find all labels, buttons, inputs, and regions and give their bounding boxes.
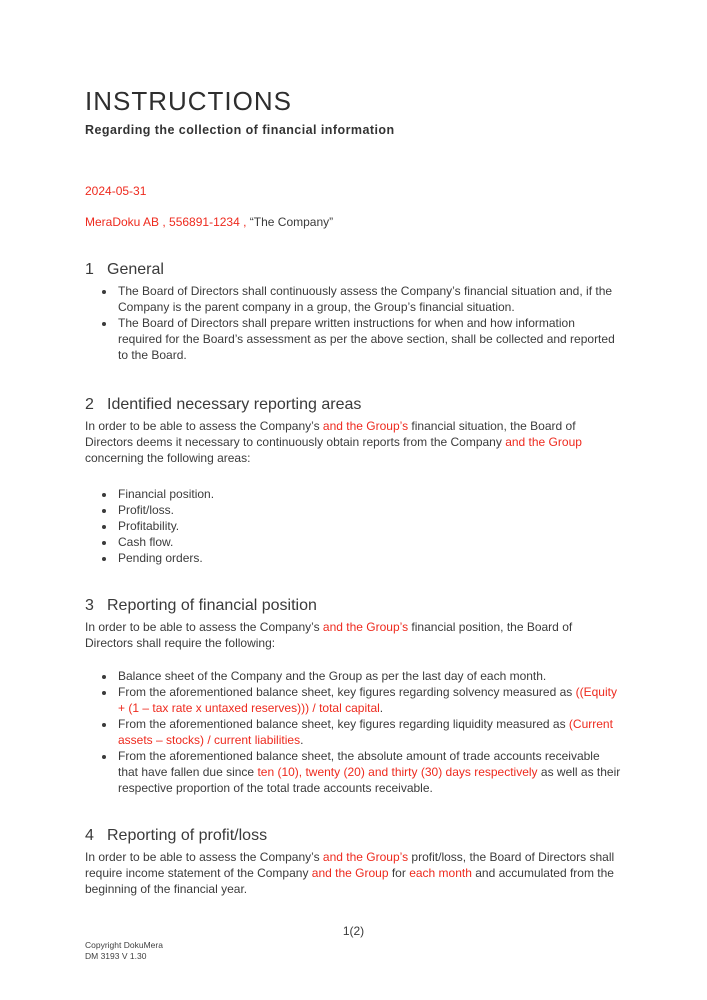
section-heading-text: Reporting of financial position <box>107 597 317 614</box>
list-item <box>116 716 622 748</box>
text-segment: . <box>300 733 304 747</box>
text-segment: Cash flow. <box>118 535 174 549</box>
red-text-segment: MeraDoku AB , 556891-1234 , <box>85 215 250 229</box>
list-item <box>116 502 622 518</box>
text-segment: The Board of Directors shall continuously assess the Company’s financial situation and, if the Company is the parent company in a group, the Group’s financial situation. <box>118 284 613 314</box>
section-number: 2 <box>85 396 94 413</box>
red-text-segment: and the Group’s <box>322 419 409 433</box>
text-segment: Profitability. <box>118 519 180 533</box>
red-text-segment: and the Group <box>505 435 582 449</box>
text-segment: From the aforementioned balance sheet, the absolute amount of trade accounts receivable that have fallen due since <box>118 749 600 779</box>
text-segment: profit/loss, the Board of Directors shall require income statement of the Company <box>85 850 615 880</box>
section-heading <box>85 826 622 846</box>
text-segment: From the aforementioned balance sheet, key figures regarding solvency measured as <box>118 685 576 699</box>
text-segment: “The Company” <box>249 215 334 229</box>
red-text-segment: and the Group’s <box>322 850 409 864</box>
red-text-segment: each month <box>409 866 472 880</box>
text-segment: . <box>379 701 384 715</box>
section-heading-text: Identified necessary reporting areas <box>107 396 362 413</box>
list-item <box>116 550 622 566</box>
red-text-segment: ten (10), twenty (20) and thirty (30) days respectively <box>257 765 538 779</box>
company-line <box>85 214 622 230</box>
text-segment: From the aforementioned balance sheet, key figures regarding liquidity measured as <box>118 717 569 731</box>
section-heading <box>85 596 622 616</box>
text-segment: Balance sheet of the Company and the Group as per the last day of each month. <box>118 669 547 683</box>
section-paragraph <box>85 418 622 466</box>
section-number: 4 <box>85 827 94 844</box>
text-segment: Financial position. <box>118 487 215 501</box>
section-heading <box>85 395 622 415</box>
section-general <box>85 260 622 363</box>
text-segment: financial situation, the Board of Directors deems it necessary to continuously obtain reports from the Company <box>85 419 576 449</box>
red-text-segment: and the Group <box>311 866 389 880</box>
text-segment: for <box>388 866 410 880</box>
text-segment: In order to be able to assess the Company’s <box>85 419 323 433</box>
text-segment: In order to be able to assess the Company’s <box>85 850 323 864</box>
text-segment: and accumulated from the beginning of the financial year. <box>85 866 614 896</box>
list-item <box>116 748 622 796</box>
text-segment: financial position, the Board of Directors shall require the following: <box>85 620 573 650</box>
bullet-list <box>85 283 622 363</box>
page-number: 1(2) <box>342 924 365 938</box>
document-subtitle: Regarding the collection of financial information <box>85 123 395 137</box>
text-segment: concerning the following areas: <box>85 451 251 465</box>
text-segment: Profit/loss. <box>118 503 175 517</box>
section-heading <box>85 260 622 280</box>
footer-doc-ref: DM 3193 V 1.30 <box>85 951 147 961</box>
text-segment: The Board of Directors shall prepare written instructions for when and how information required for the Board’s assessment as per the above section, shall be collected and reported to the Board. <box>118 316 615 362</box>
section-heading-text: Reporting of profit/loss <box>107 827 268 844</box>
bullet-list <box>85 486 622 566</box>
section-paragraph <box>85 619 622 651</box>
list-item <box>116 534 622 550</box>
section-reporting-areas <box>85 395 622 566</box>
document-date: 2024-05-31 <box>85 184 147 198</box>
section-number: 1 <box>85 261 94 278</box>
footer-copyright: Copyright DokuMera <box>85 940 163 950</box>
list-item <box>116 668 622 684</box>
red-text-segment: (Current assets – stocks) / current liabilities <box>118 717 613 747</box>
section-number: 3 <box>85 597 94 614</box>
list-item <box>116 283 622 315</box>
footer <box>85 940 622 962</box>
section-profit-loss <box>85 826 622 897</box>
text-segment: In order to be able to assess the Company’s <box>85 620 323 634</box>
list-item <box>116 315 622 363</box>
section-paragraph <box>85 849 622 897</box>
list-item <box>116 684 622 716</box>
text-segment: as well as their respective proportion of the total trade accounts receivable. <box>118 765 621 795</box>
list-item <box>116 518 622 534</box>
bullet-list <box>85 668 622 796</box>
section-financial-position <box>85 596 622 796</box>
list-item <box>116 486 622 502</box>
red-text-segment: ((Equity + (1 – tax rate x untaxed reserves))) / total capital <box>118 685 617 715</box>
section-heading-text: General <box>107 261 164 278</box>
document-title: INSTRUCTIONS <box>85 86 292 116</box>
text-segment: Pending orders. <box>118 551 203 565</box>
red-text-segment: and the Group’s <box>322 620 409 634</box>
